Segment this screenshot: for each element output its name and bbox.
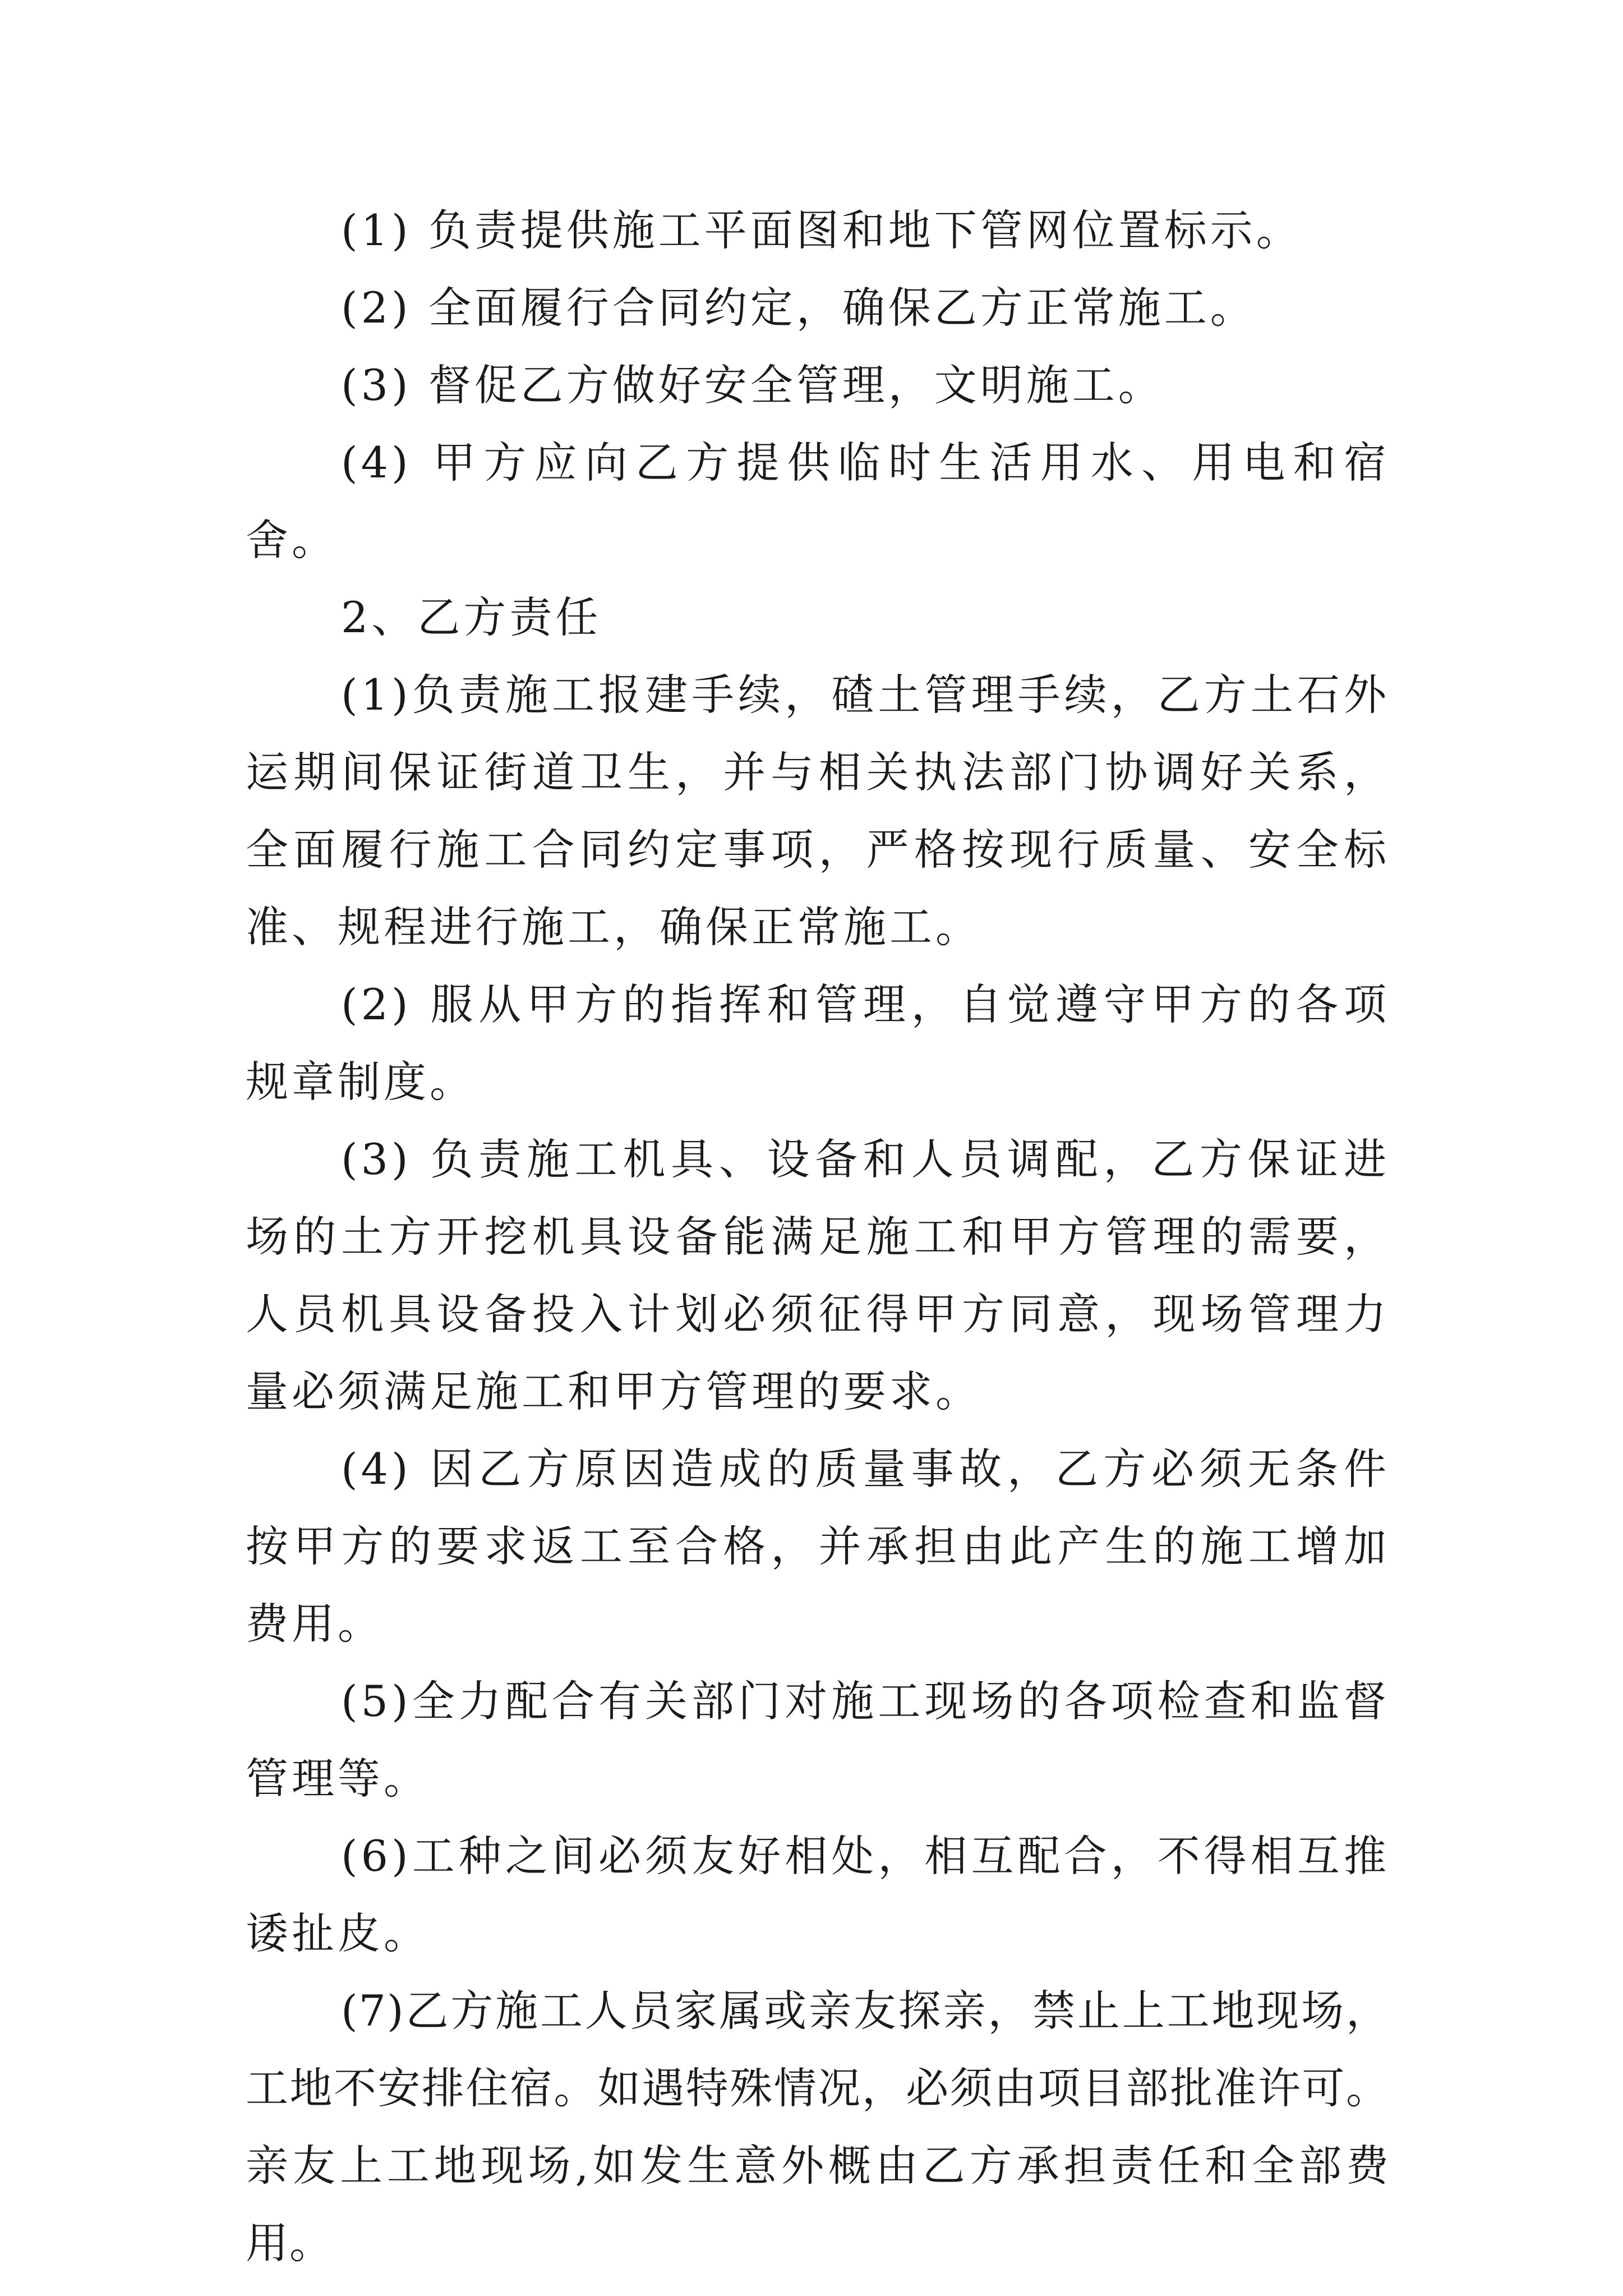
party-b-clause-6: (6)工种之间必须友好相处，相互配合，不得相互推诿扯皮。 (246, 1831, 1390, 1958)
clause-2: (2) 全面履行合同约定，确保乙方正常施工。 (341, 283, 1256, 333)
party-b-clause-1: (1)负责施工报建手续，碴土管理手续，乙方土石外运期间保证街道卫生，并与相关执法部门协调好关系，全面履行施工合同约定事项，严格按现行质量、安全标准、规程进行施工，确保正常施工。 (246, 670, 1390, 952)
party-b-clause-4: (4) 因乙方原因造成的质量事故，乙方必须无条件按甲方的要求返工至合格，并承担由此产生的施工增加费用。 (246, 1444, 1390, 1649)
clause-3: (3) 督促乙方做好安全管理，文明施工。 (341, 360, 1164, 410)
party-b-clause-5: (5)全力配合有关部门对施工现场的各项检查和监督管理等。 (246, 1676, 1390, 1803)
party-b-clause-2: (2) 服从甲方的指挥和管理，自觉遵守甲方的各项规章制度。 (246, 979, 1390, 1107)
clause-1: (1) 负责提供施工平面图和地下管网位置标示。 (341, 205, 1302, 255)
clause-4: (4) 甲方应向乙方提供临时生活用水、用电和宿舍。 (246, 438, 1390, 565)
party-b-clause-3: (3) 负责施工机具、设备和人员调配，乙方保证进场的土方开挖机具设备能满足施工和甲方管理的需要，人员机具设备投入计划必须征得甲方同意，现场管理力量必须满足施工和甲方管理的要求。 (246, 1134, 1390, 1416)
document-body (246, 192, 1390, 2282)
section-heading: 2、乙方责任 (341, 592, 602, 642)
party-b-clause-7: (7)乙方施工人员家属或亲友探亲，禁止上工地现场，工地不安排住宿。如遇特殊情况，必须由项目部批准许可。亲友上工地现场,如发生意外概由乙方承担责任和全部费用。 (246, 1986, 1390, 2268)
